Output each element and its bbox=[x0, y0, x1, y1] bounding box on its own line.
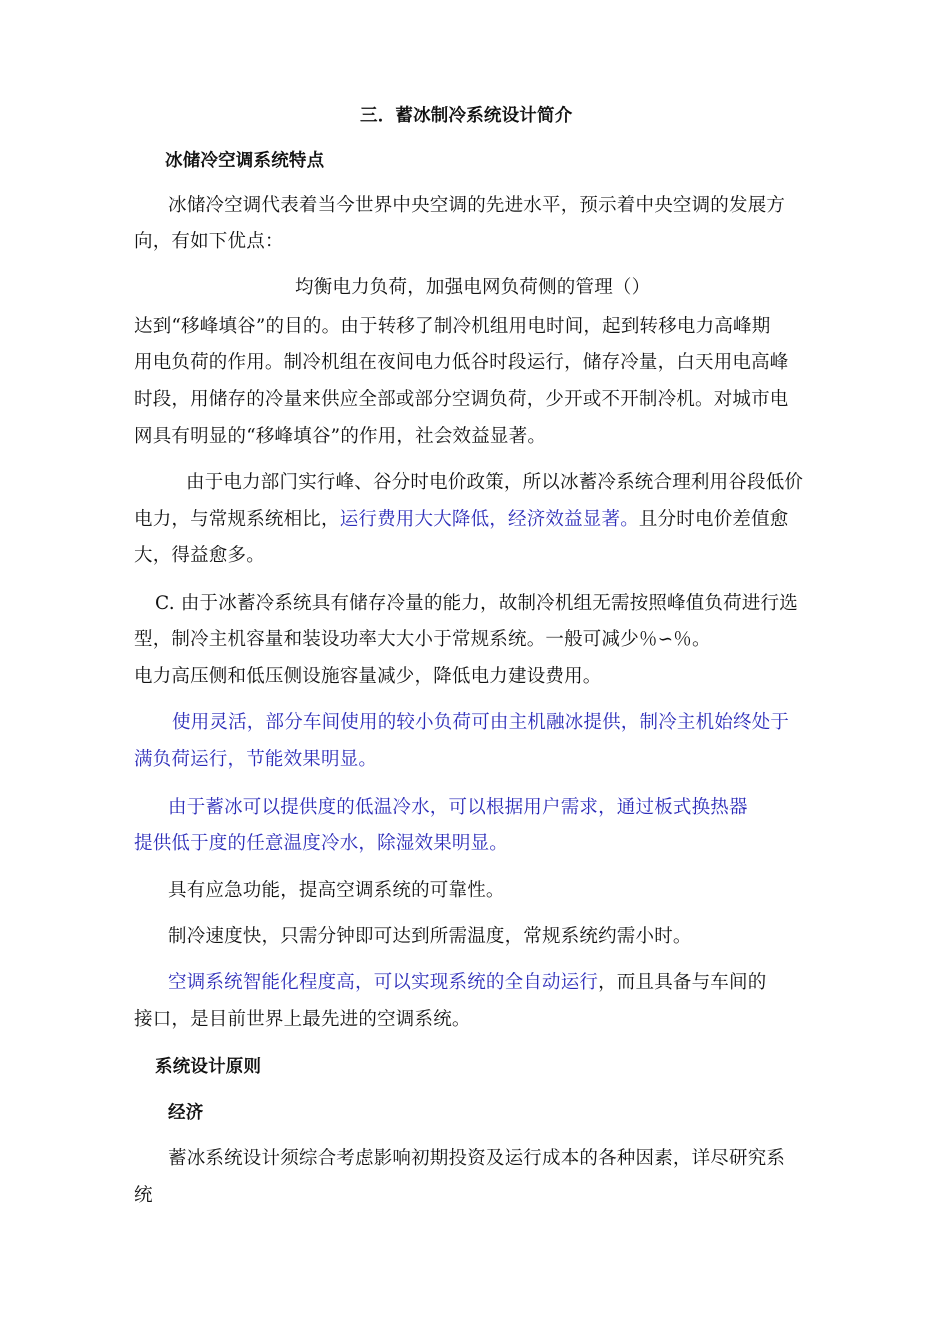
para-a-line-2: 用电负荷的作用。制冷机组在夜间电力低谷时段运行，储存冷量，白天用电高峰 bbox=[134, 352, 789, 373]
para-a-line-4: 网具有明显的“移峰填谷”的作用，社会效益显著。 bbox=[134, 426, 547, 447]
heading-economy: 经济 bbox=[168, 1103, 204, 1123]
heading-features: 冰储冷空调系统特点 bbox=[165, 151, 325, 171]
para-e-line-1: 由于蓄冰可以提供度的低温冷水，可以根据用户需求，通过板式换热器 bbox=[168, 797, 748, 818]
para-g: 制冷速度快，只需分钟即可达到所需温度，常规系统约需小时。 bbox=[168, 926, 692, 947]
para-a-line-3: 时段，用储存的冷量来供应全部或部分空调负荷，少开或不开制冷机。对城市电 bbox=[134, 389, 789, 410]
para-i-line-2: 统 bbox=[134, 1185, 153, 1206]
para-h-highlight: 空调系统智能化程度高，可以实现系统的全自动运行 bbox=[168, 972, 599, 993]
intro-line-1: 冰储冷空调代表着当今世界中央空调的先进水平，预示着中央空调的发展方 bbox=[168, 195, 786, 216]
para-e-line-2: 提供低于度的任意温度冷水，除湿效果明显。 bbox=[134, 833, 509, 854]
para-i-line-1: 蓄冰系统设计须综合考虑影响初期投资及运行成本的各种因素，详尽研究系 bbox=[168, 1148, 786, 1169]
point-a-title: 均衡电力负荷，加强电网负荷侧的管理（） bbox=[295, 277, 651, 298]
intro-line-2: 向，有如下优点： bbox=[134, 231, 284, 252]
para-b-line-2-post: 且分时电价差值愈 bbox=[638, 509, 789, 530]
heading-principles: 系统设计原则 bbox=[155, 1057, 262, 1077]
para-b-line-2-pre: 电力，与常规系统相比， bbox=[134, 509, 340, 530]
para-a-line-1: 达到“移峰填谷”的目的。由于转移了制冷机组用电时间，起到转移电力高峰期 bbox=[134, 316, 771, 337]
para-c-line-2: 型，制冷主机容量和装设功率大大小于常规系统。一般可减少％∽％。 bbox=[134, 629, 711, 650]
para-d-line-1: 使用灵活，部分车间使用的较小负荷可由主机融冰提供，制冷主机始终处于 bbox=[172, 712, 790, 733]
para-h-line-1 bbox=[168, 970, 766, 996]
section-title: 三．蓄冰制冷系统设计简介 bbox=[360, 106, 573, 126]
para-f: 具有应急功能，提高空调系统的可靠性。 bbox=[168, 880, 505, 901]
para-h-line-1-post: ，而且具备与车间的 bbox=[598, 972, 767, 993]
para-c-line-3: 电力高压侧和低压侧设施容量减少，降低电力建设费用。 bbox=[134, 666, 602, 687]
para-b-line-1: 由于电力部门实行峰、谷分时电价政策，所以冰蓄冷系统合理利用谷段低价 bbox=[186, 472, 804, 493]
para-d-line-2: 满负荷运行，节能效果明显。 bbox=[134, 749, 378, 770]
para-b-line-3: 大，得益愈多。 bbox=[134, 545, 265, 566]
para-b-line-2 bbox=[134, 507, 789, 533]
para-b-highlight: 运行费用大大降低，经济效益显著。 bbox=[339, 509, 639, 530]
para-h-line-2: 接口，是目前世界上最先进的空调系统。 bbox=[134, 1009, 471, 1030]
para-c-line-1: C. 由于冰蓄冷系统具有储存冷量的能力，故制冷机组无需按照峰值负荷进行选 bbox=[155, 593, 798, 614]
